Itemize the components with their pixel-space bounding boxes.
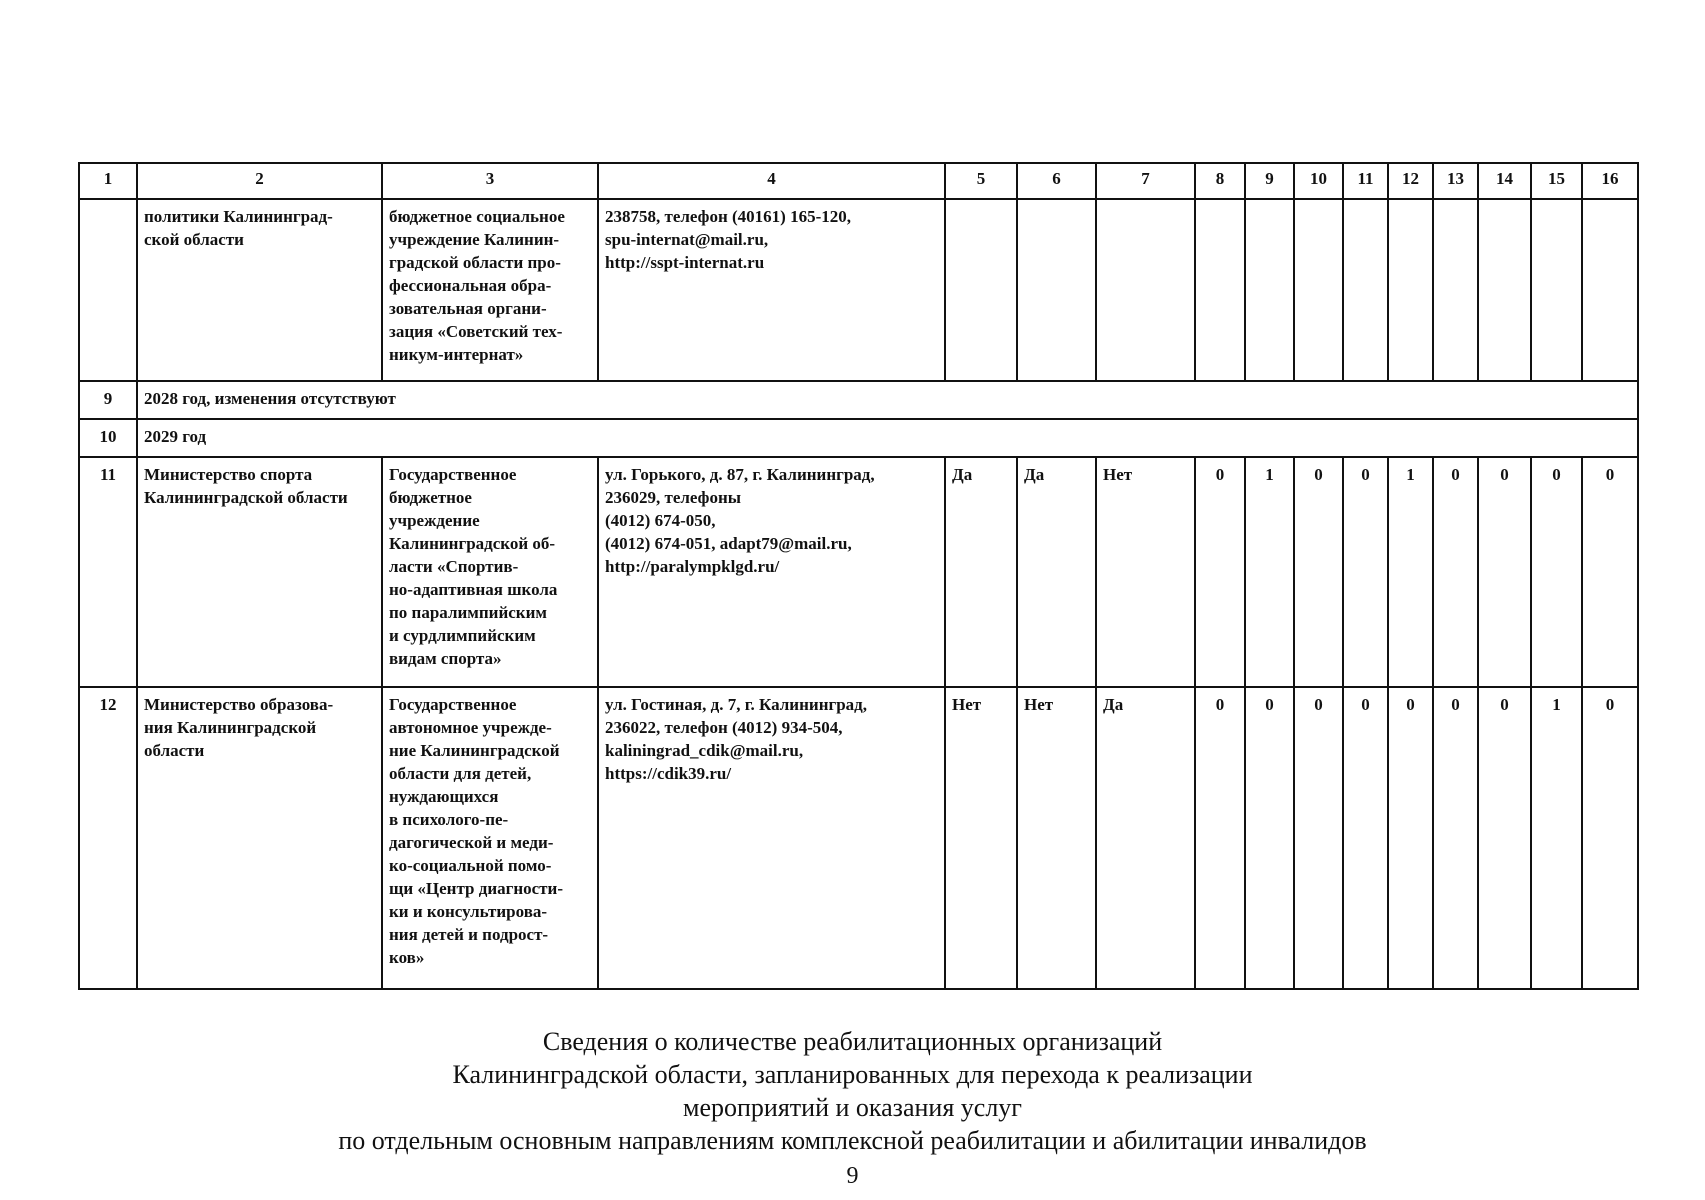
table-cell-col5: Да — [945, 457, 1017, 687]
table-cell — [1017, 199, 1096, 381]
table-cell — [1478, 199, 1531, 381]
year-note: 2029 год — [137, 419, 1638, 457]
table-cell-col16: 0 — [1582, 457, 1638, 687]
table-cell-col9: 0 — [1245, 687, 1294, 989]
table-row-11 — [79, 457, 1638, 687]
table-cell — [1195, 199, 1245, 381]
table-cell-col15: 1 — [1531, 687, 1582, 989]
table-cell — [1294, 199, 1343, 381]
table-cell — [1245, 199, 1294, 381]
table-cell — [79, 199, 137, 381]
table-cell-col6: Нет — [1017, 687, 1096, 989]
table-cell-col9: 1 — [1245, 457, 1294, 687]
table-cell-contacts: ул. Гостиная, д. 7, г. Калининград, 236022, телефон (4012) 934-504, kaliningrad_cdik@mail.ru, https://cdik39.ru/ — [598, 687, 945, 989]
header-cell: 12 — [1388, 163, 1433, 199]
header-cell: 10 — [1294, 163, 1343, 199]
table-cell — [1433, 199, 1478, 381]
header-cell: 15 — [1531, 163, 1582, 199]
header-cell: 4 — [598, 163, 945, 199]
table-cell-col8: 0 — [1195, 457, 1245, 687]
header-cell: 14 — [1478, 163, 1531, 199]
heading-line: мероприятий и оказания услуг — [683, 1093, 1022, 1122]
table-cell — [1582, 199, 1638, 381]
header-cell: 5 — [945, 163, 1017, 199]
table-cell-col7: Да — [1096, 687, 1195, 989]
row-number: 12 — [79, 687, 137, 989]
table-cell-col11: 0 — [1343, 457, 1388, 687]
table-cell — [945, 199, 1017, 381]
section-heading — [0, 1025, 1705, 1157]
rehab-organizations-table — [78, 162, 1639, 990]
header-cell: 1 — [79, 163, 137, 199]
table-cell-col14: 0 — [1478, 457, 1531, 687]
table-cell-ministry: Министерство образова- ния Калининградской области — [137, 687, 382, 989]
heading-line: Сведения о количестве реабилитационных организаций — [542, 1027, 1163, 1056]
table-cell-contacts: 238758, телефон (40161) 165-120, spu-internat@mail.ru, http://sspt-internat.ru — [598, 199, 945, 381]
table-cell-ministry: политики Калининград- ской области — [137, 199, 382, 381]
header-cell: 16 — [1582, 163, 1638, 199]
table-cell — [1096, 199, 1195, 381]
table-cell-col6: Да — [1017, 457, 1096, 687]
row-number: 9 — [79, 381, 137, 419]
table-row-12 — [79, 687, 1638, 989]
heading-line: по отдельным основным направлениям комплексной реабилитации и абилитации инвалидов — [338, 1126, 1367, 1155]
table-cell-col16: 0 — [1582, 687, 1638, 989]
table-cell-col7: Нет — [1096, 457, 1195, 687]
header-cell: 2 — [137, 163, 382, 199]
table-row-9 — [79, 381, 1638, 419]
header-cell: 3 — [382, 163, 598, 199]
page-number: 9 — [846, 1163, 859, 1189]
header-cell: 9 — [1245, 163, 1294, 199]
table-cell-col14: 0 — [1478, 687, 1531, 989]
table-cell-organization: бюджетное социальное учреждение Калинин- градской области про- фессиональная обра- зовательная органи- зация «Советский тех- никум-интернат» — [382, 199, 598, 381]
table-cell-organization: Государственное автономное учрежде- ние Калининградской области для детей, нуждающихся в психолого-пе- дагогической и меди- ко-социальной помо- щи «Центр диагности- ки и консультирова- ния детей и подрост- ков» — [382, 687, 598, 989]
table-cell-col10: 0 — [1294, 687, 1343, 989]
table-cell-col15: 0 — [1531, 457, 1582, 687]
table-cell-ministry: Министерство спорта Калининградской области — [137, 457, 382, 687]
table-cell-contacts: ул. Горького, д. 87, г. Калининград, 236029, телефоны (4012) 674-050, (4012) 674-051, adapt79@mail.ru, http://paralympklgd.ru/ — [598, 457, 945, 687]
table-header-row — [79, 163, 1638, 199]
header-cell: 6 — [1017, 163, 1096, 199]
table-cell-col13: 0 — [1433, 687, 1478, 989]
table-cell-col12: 1 — [1388, 457, 1433, 687]
table-row-continuation — [79, 199, 1638, 381]
row-number: 10 — [79, 419, 137, 457]
table-cell-col11: 0 — [1343, 687, 1388, 989]
header-cell: 7 — [1096, 163, 1195, 199]
table-cell — [1343, 199, 1388, 381]
header-cell: 8 — [1195, 163, 1245, 199]
table-cell — [1388, 199, 1433, 381]
row-number: 11 — [79, 457, 137, 687]
year-note: 2028 год, изменения отсутствуют — [137, 381, 1638, 419]
table-cell-col8: 0 — [1195, 687, 1245, 989]
table-row-10 — [79, 419, 1638, 457]
table-cell-col12: 0 — [1388, 687, 1433, 989]
table-cell-col13: 0 — [1433, 457, 1478, 687]
table-cell-col5: Нет — [945, 687, 1017, 989]
header-cell: 13 — [1433, 163, 1478, 199]
table-cell-organization: Государственное бюджетное учреждение Калининградской об- ласти «Спортив- но-адаптивная школа по паралимпийским и сурдлимпийским видам спорта» — [382, 457, 598, 687]
table-cell-col10: 0 — [1294, 457, 1343, 687]
table-cell — [1531, 199, 1582, 381]
heading-line: Калининградской области, запланированных для перехода к реализации — [452, 1060, 1253, 1089]
header-cell: 11 — [1343, 163, 1388, 199]
